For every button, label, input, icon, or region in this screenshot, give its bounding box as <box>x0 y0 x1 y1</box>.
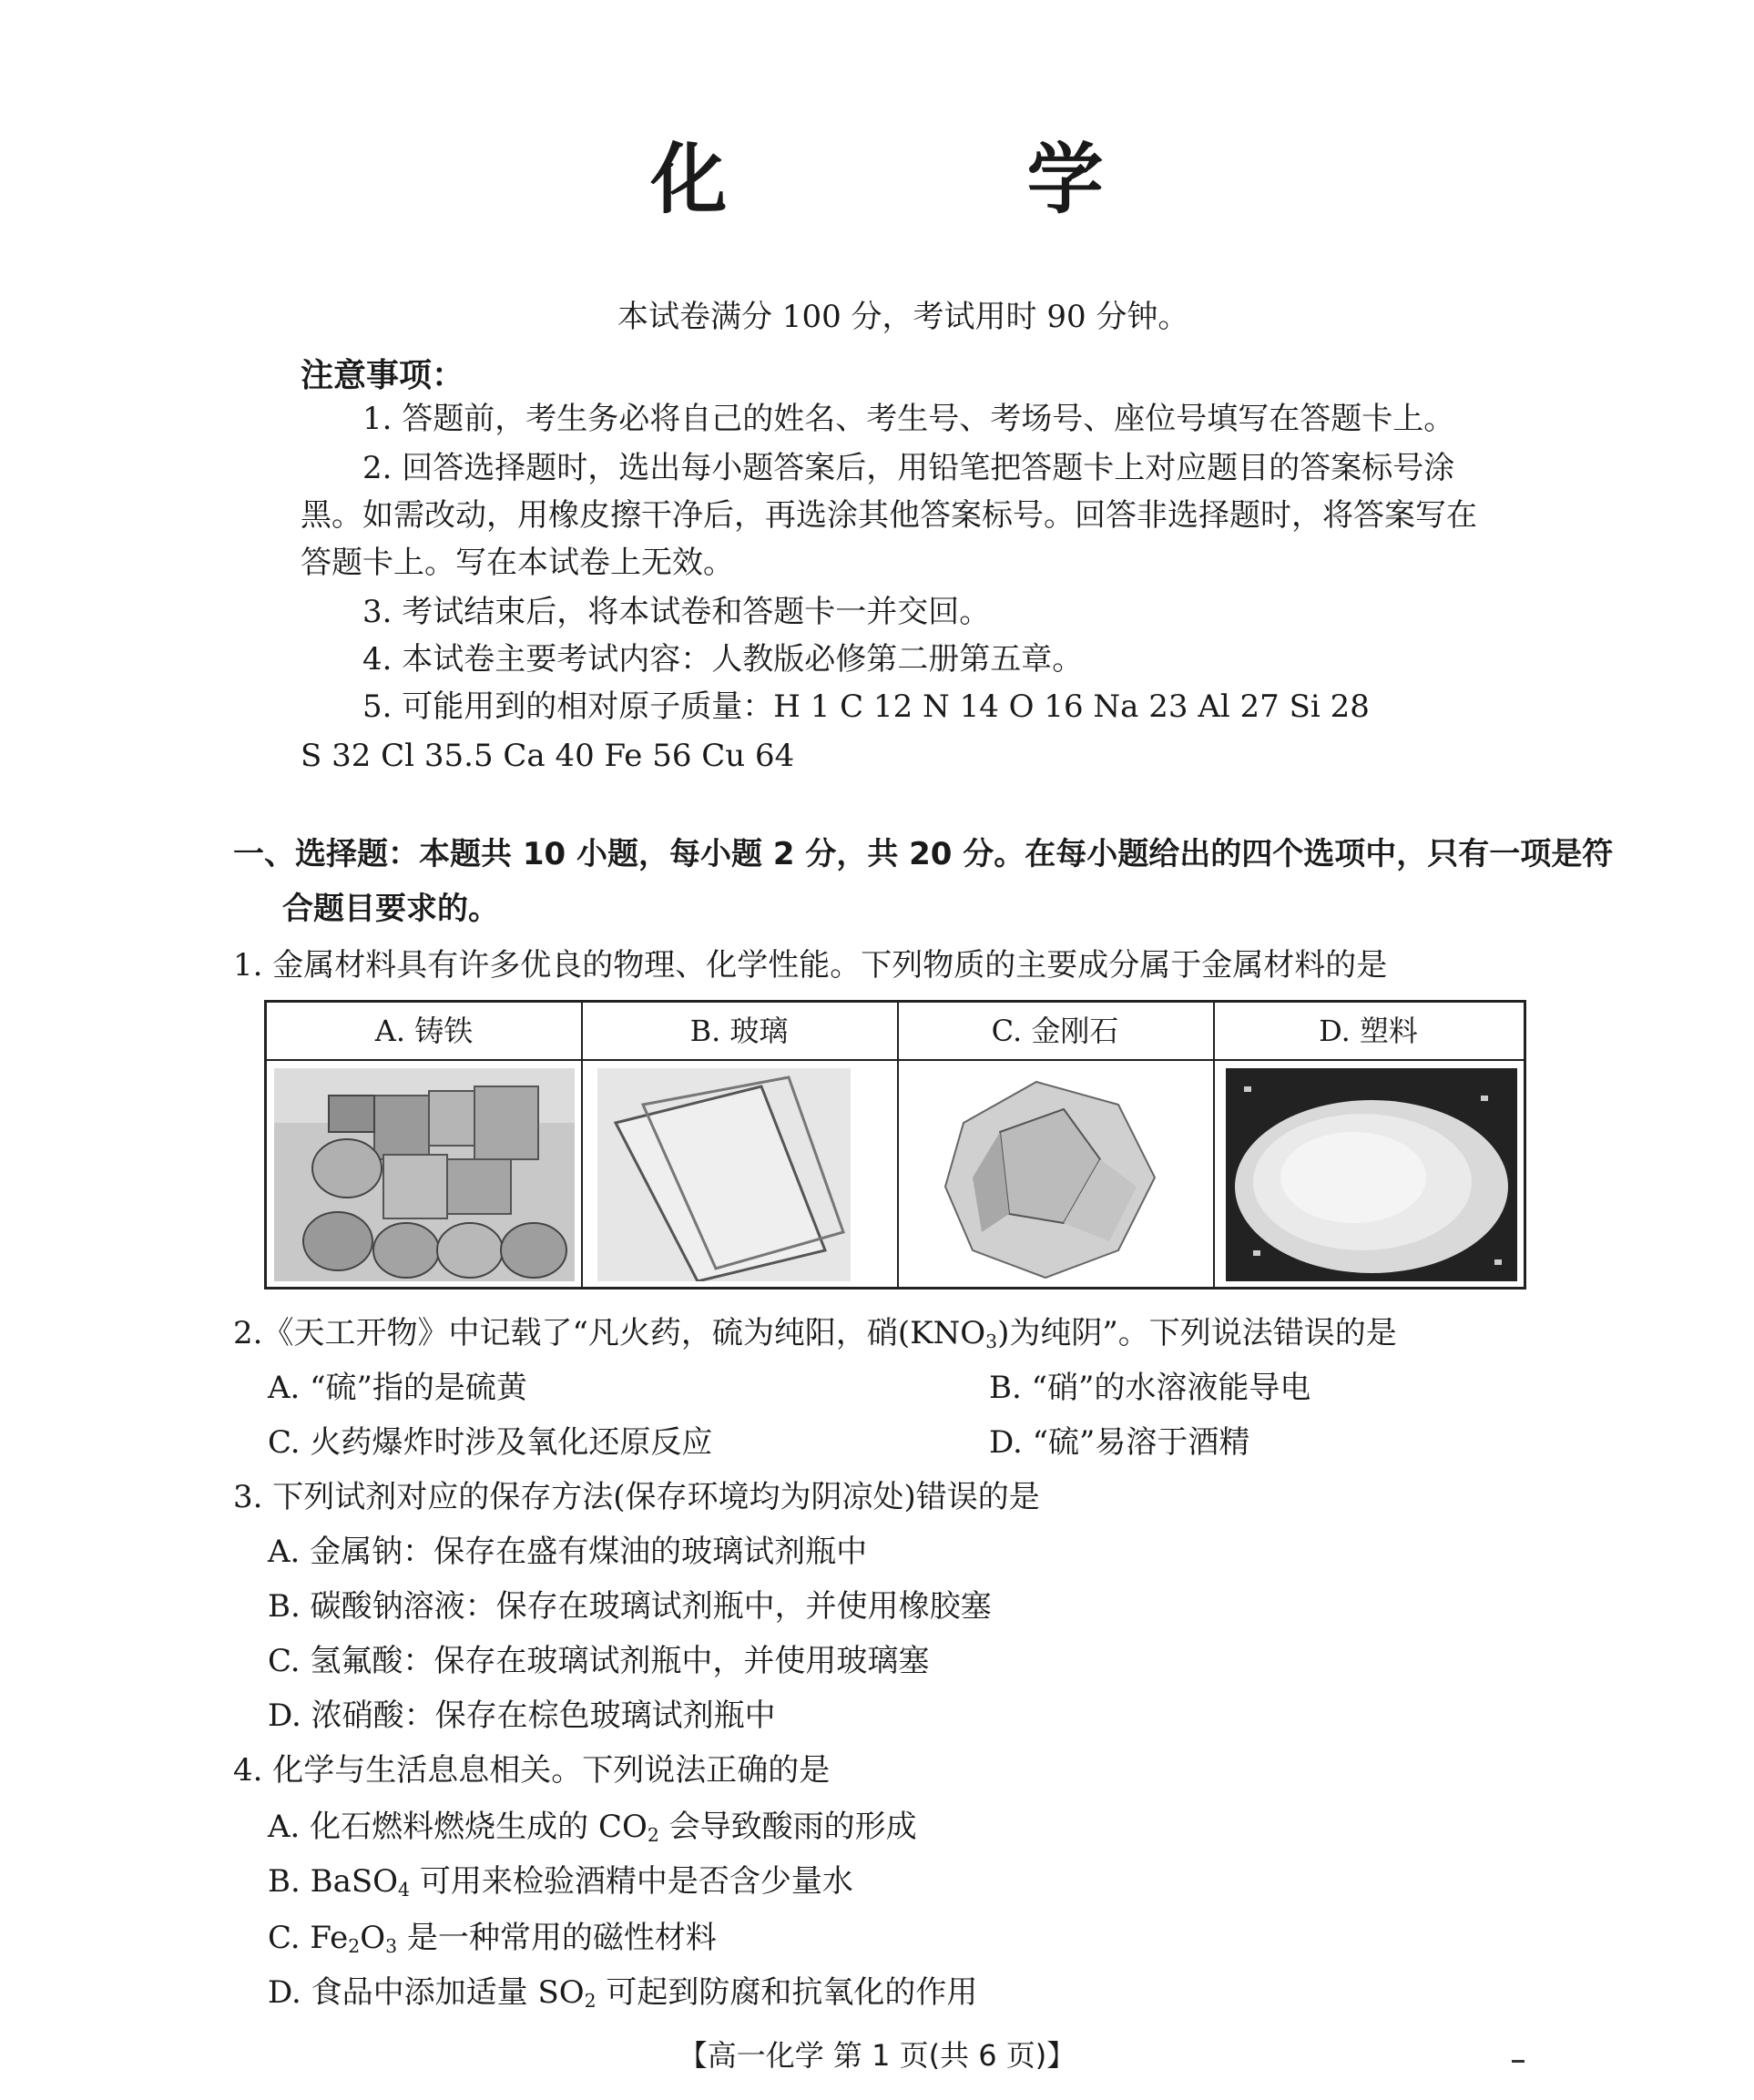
q4-option-c: C. $Fe_2O_3$ 是一种常用的磁性材料 <box>268 1920 717 1958</box>
notice-line-3: 3. 考试结束后，将本试卷和答题卡一并交回。 <box>362 594 991 630</box>
q3-option-a: A. 金属钠：保存在盛有煤油的玻璃试剂瓶中 <box>268 1534 868 1570</box>
q1-stem: 1. 金属材料具有许多优良的物理、化学性能。下列物质的主要成分属于金属材料的是 <box>233 947 1388 984</box>
glass-image <box>597 1068 851 1281</box>
notice-line-4: 4. 本试卷主要考试内容：人教版必修第二册第五章。 <box>362 641 1084 678</box>
section-1-heading: 一、选择题：本题共 10 小题，每小题 2 分，共 20 分。在每小题给出的四个选项中，只有一项是符 <box>233 836 1614 872</box>
q1-options-table <box>264 1000 1526 1290</box>
notice-line-5: 5. 可能用到的相对原子质量：H 1 C 12 N 14 O 16 Na 23 Al 27 Si 28 <box>362 688 1370 725</box>
q2-option-b: B. “硝”的水溶液能导电 <box>989 1370 1311 1406</box>
q4-option-d: D. 食品中添加适量 $SO_2$ 可起到防腐和抗氧化的作用 <box>268 1974 978 2013</box>
exam-info: 本试卷满分 100 分，考试用时 90 分钟。 <box>617 299 1189 335</box>
q4-option-a: A. 化石燃料燃烧生成的 $CO_2$ 会导致酸雨的形成 <box>268 1809 917 1847</box>
q3-option-d: D. 浓硝酸：保存在棕色玻璃试剂瓶中 <box>268 1697 776 1734</box>
notice-heading: 注意事项： <box>301 357 465 394</box>
page-title: 化 学 <box>650 135 1240 224</box>
notice-line-5-cont: S 32 Cl 35.5 Ca 40 Fe 56 Cu 64 <box>301 738 795 774</box>
q2-option-d: D. “硫”易溶于酒精 <box>989 1424 1250 1461</box>
q3-option-b: B. 碳酸钠溶液：保存在玻璃试剂瓶中，并使用橡胶塞 <box>268 1588 992 1625</box>
q4-stem: 4. 化学与生活息息相关。下列说法正确的是 <box>233 1752 831 1789</box>
q1-option-d: D. 塑料 <box>1213 1003 1524 1061</box>
q2-stem: 2.《天工开物》中记载了“凡火药，硫为纯阳，硝$(KNO_3)$为纯阴”。下列说法错误的是 <box>233 1315 1397 1353</box>
notice-line-2: 2. 回答选择题时，选出每小题答案后，用铅笔把答题卡上对应题目的答案标号涂 <box>362 450 1455 486</box>
notice-line-2-cont: 黑。如需改动，用橡皮擦干净后，再选涂其他答案标号。回答非选择题时，将答案写在 <box>301 497 1477 534</box>
q3-stem: 3. 下列试剂对应的保存方法(保存环境均为阴凉处)错误的是 <box>233 1479 1040 1515</box>
q2-option-c: C. 火药爆炸时涉及氧化还原反应 <box>268 1424 713 1461</box>
scan-mark <box>1512 2060 1525 2063</box>
notice-line-1: 1. 答题前，考生务必将自己的姓名、考生号、考场号、座位号填写在答题卡上。 <box>362 401 1455 437</box>
q1-option-b: B. 玻璃 <box>581 1003 897 1061</box>
q4-option-b: B. BaSO$_4$ 可用来检验酒精中是否含少量水 <box>268 1863 853 1901</box>
q3-option-c: C. 氢氟酸：保存在玻璃试剂瓶中，并使用玻璃塞 <box>268 1643 930 1679</box>
page-footer: 【高一化学 第 1 页(共 6 页)】 <box>678 2038 1076 2073</box>
q1-option-a: A. 铸铁 <box>267 1003 581 1061</box>
q1-option-c: C. 金刚石 <box>897 1003 1213 1061</box>
q2-option-a: A. “硫”指的是硫黄 <box>268 1370 527 1406</box>
section-1-heading-cont: 合题目要求的。 <box>282 891 499 927</box>
diamond-image <box>909 1068 1173 1281</box>
plastic-image <box>1226 1068 1517 1281</box>
notice-line-2-end: 答题卡上。写在本试卷上无效。 <box>301 545 734 581</box>
cast-iron-image <box>274 1068 575 1281</box>
